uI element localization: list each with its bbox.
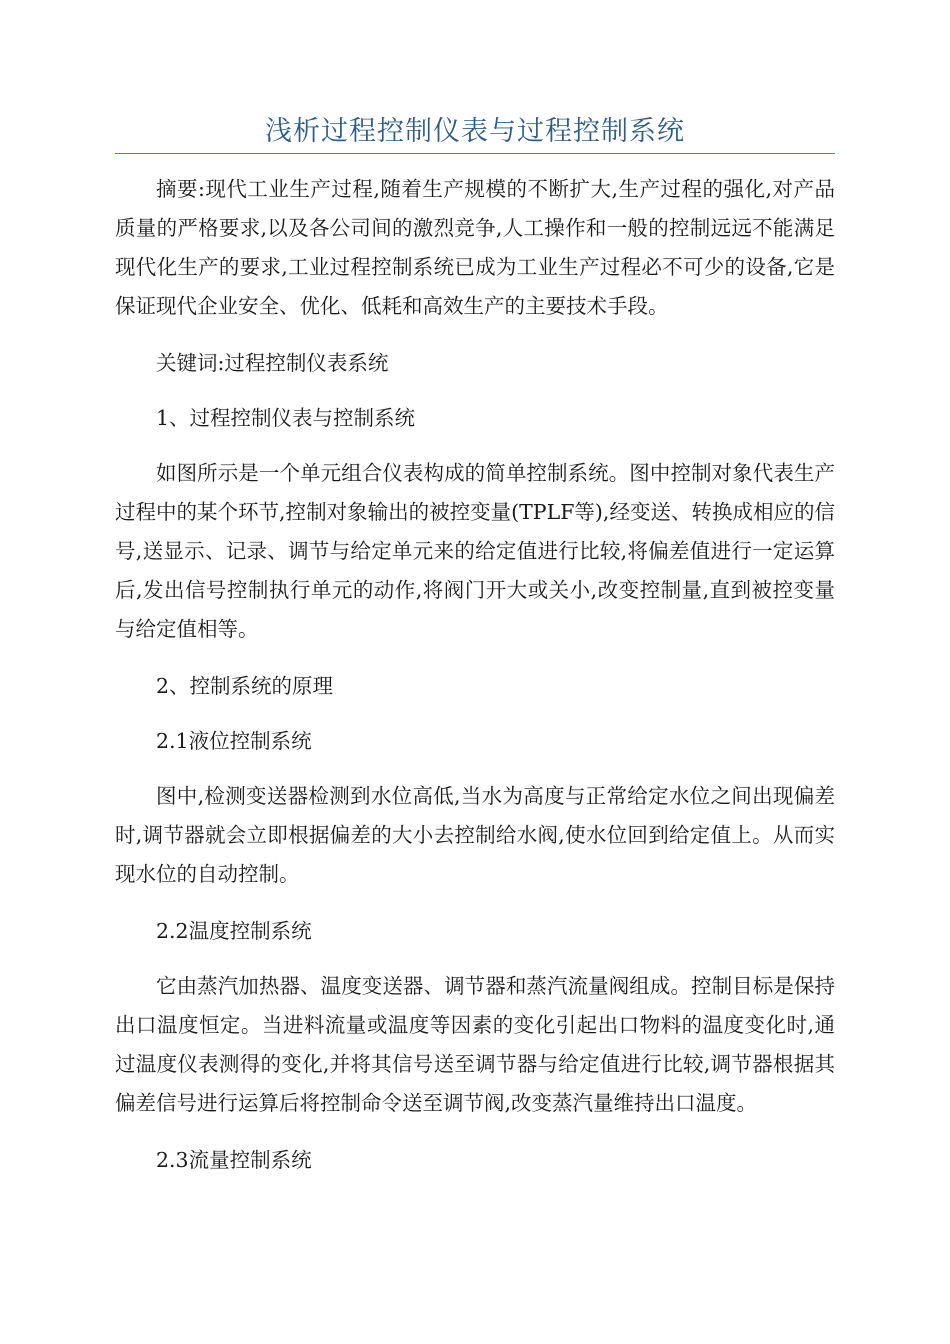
abstract-paragraph: 摘要:现代工业生产过程,随着生产规模的不断扩大,生产过程的强化,对产品质量的严格要求,以及各公司间的激烈竞争,人工操作和一般的控制远远不能满足现代化生产的要求,工业过程控制系统已成为工业生产过程必不可少的设备,它是保证现代企业安全、优化、低耗和高效生产的主要技术手段。 xyxy=(115,177,835,318)
body-paragraph-1: 如图所示是一个单元组合仪表构成的简单控制系统。图中控制对象代表生产过程中的某个环节,控制对象输出的被控变量(TPLF等),经变送、转换成相应的信号,送显示、记录、调节与给定单元来的给定值进行比较,将偏差值进行一定运算后,发出信号控制执行单元的动作,将阀门开大或关小,改变控制量,直到被控变量与给定值相等。 xyxy=(115,461,835,641)
subsection-heading-2-3: 2.3流量控制系统 xyxy=(156,1148,312,1172)
subsection-heading-2-2: 2.2温度控制系统 xyxy=(156,919,312,943)
section-heading-2: 2、控制系统的原理 xyxy=(156,674,334,698)
document-title: 浅析过程控制仪表与过程控制系统 xyxy=(265,116,685,147)
title-underline xyxy=(115,153,835,154)
body-paragraph-2-1: 图中,检测变送器检测到水位高低,当水为高度与正常给定水位之间出现偏差时,调节器就会立即根据偏差的大小去控制给水阀,使水位回到给定值上。从而实现水位的自动控制。 xyxy=(115,784,835,886)
subsection-heading-2-1: 2.1液位控制系统 xyxy=(156,729,312,753)
section-heading-1: 1、过程控制仪表与控制系统 xyxy=(156,406,416,430)
keywords-line: 关键词:过程控制仪表系统 xyxy=(156,351,389,375)
body-paragraph-2-2: 它由蒸汽加热器、温度变送器、调节器和蒸汽流量阀组成。控制目标是保持出口温度恒定。当进料流量或温度等因素的变化引起出口物料的温度变化时,通过温度仪表测得的变化,并将其信号送至调节器与给定值进行比较,调节器根据其偏差信号进行运算后将控制命令送至调节阀,改变蒸汽量维持出口温度。 xyxy=(115,974,835,1115)
document-body xyxy=(115,170,835,1196)
